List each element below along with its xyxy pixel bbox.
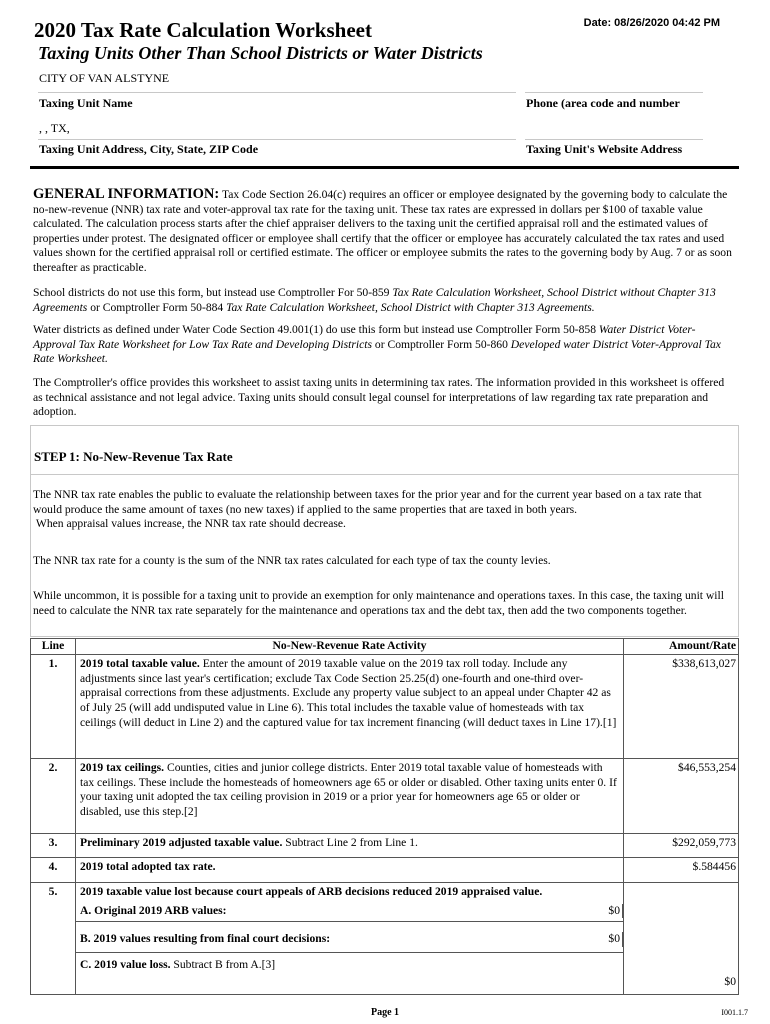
column-header-activity: No-New-Revenue Rate Activity: [76, 639, 624, 655]
page-subtitle: Taxing Units Other Than School Districts or Water Districts: [38, 43, 483, 63]
taxing-unit-name-label: Taxing Unit Name: [39, 96, 133, 110]
sub-line-a-label: A. Original 2019 ARB values:: [80, 903, 227, 917]
text: or Comptroller Form 50-860: [372, 337, 511, 351]
line-activity: [76, 834, 624, 858]
line-number: 2.: [31, 759, 76, 834]
line-activity: [76, 655, 624, 759]
form-title: Developed water District Voter-Approval Tax Rate Worksheet.: [33, 337, 721, 365]
divider: [38, 139, 516, 140]
line-number: 3.: [31, 834, 76, 858]
address-label: Taxing Unit Address, City, State, ZIP Code: [39, 142, 259, 156]
table-row: [31, 759, 739, 834]
line-amount[interactable]: $0: [624, 883, 739, 995]
taxing-unit-name-value[interactable]: CITY OF VAN ALSTYNE: [39, 71, 170, 85]
text: When appraisal values increase, the NNR tax rate should decrease.: [35, 517, 346, 530]
general-info-heading: GENERAL INFORMATION:: [33, 186, 220, 202]
sub-line-c: [80, 958, 623, 973]
form-code: I001.1.7: [721, 1008, 748, 1017]
divider: [525, 92, 703, 93]
table-row: [31, 858, 739, 883]
sub-line-c-title: C. 2019 value loss.: [80, 958, 171, 972]
line-title: 2019 total adopted tax rate.: [80, 860, 216, 873]
line-text: Counties, cities and junior college districts. Enter 2019 total taxable value of homesteads with tax ceilings. These include the homesteads of homeowners age 65 or older or disabled. Other taxing units enter 0. If your taxing unit adopted the tax ceiling provision in 2019 or a prior year for homeowners age 65 or older or disabled, use this step.[2]: [80, 761, 617, 819]
website-label: Taxing Unit's Website Address: [526, 142, 683, 156]
line-amount[interactable]: $.584456: [624, 858, 739, 883]
column-header-amount: Amount/Rate: [624, 639, 739, 655]
line-activity: [76, 883, 624, 995]
line-number: 1.: [31, 655, 76, 759]
sub-line-b: [76, 932, 623, 953]
general-info-text: Tax Code Section 26.04(c) requires an officer or employee designated by the governing body to calculate the no-new-revenue (NNR) tax rate and voter-approval tax rate for the taxing unit. These tax rates are expressed in dollars per $100 of taxable value calculated. The calculation process starts after the chief appraiser delivers to the taxing unit the certified appraisal roll and the estimated values of properties under protest. The designated officer or employee shall certify that the officer or employee has accurately calculated the tax rates and used values shown for the certified appraisal roll or certified estimate. The officer or employee submits the rates to the governing body by Aug. 7 or as soon thereafter as practicable.: [33, 188, 732, 274]
sub-line-c-text: Subtract B from A.[3]: [170, 958, 276, 972]
form-title: Tax Rate Calculation Worksheet, School District without Chapter 313 Agreements: [33, 286, 716, 314]
general-info-paragraph: [33, 187, 733, 275]
sub-line-b-value[interactable]: $0: [563, 932, 623, 947]
line-title: Preliminary 2019 adjusted taxable value.: [80, 836, 283, 849]
table-header-row: [31, 639, 739, 655]
line-text: Subtract Line 2 from Line 1.: [282, 836, 418, 849]
text: The NNR tax rate enables the public to evaluate the relationship between taxes for the prior year and for the current year based on a tax rate that would produce the same amount of taxes (no new taxes) if applied to the same properties that are taxed in both years.: [33, 488, 702, 516]
sub-line-a: [76, 904, 623, 923]
text: Water districts as defined under Water Code Section 49.001(1) do use this form but instead use Comptroller Form 50-858: [33, 323, 599, 336]
school-districts-paragraph: [33, 286, 733, 315]
header-divider: [30, 166, 739, 169]
step1-paragraph: [33, 488, 733, 532]
divider: [38, 92, 516, 93]
divider: [30, 474, 739, 475]
table-row: [31, 655, 739, 759]
line-title: 2019 tax ceilings.: [80, 761, 165, 774]
column-header-line: Line: [31, 639, 76, 655]
line-title: 2019 total taxable value.: [80, 657, 200, 670]
text: or Comptroller Form 50-884: [87, 300, 227, 314]
sub-line-a-value[interactable]: $0: [563, 904, 623, 919]
address-value[interactable]: , , TX,: [39, 121, 70, 135]
comptroller-paragraph: The Comptroller's office provides this worksheet to assist taxing units in determining tax rates. The information provided in this worksheet is offered as technical assistance and not legal advice. Taxing units should consult legal counsel for interpretations of law regarding tax rate preparation and adoption.: [33, 376, 725, 418]
water-districts-paragraph: [33, 323, 733, 367]
print-date: Date: 08/26/2020 04:42 PM: [583, 17, 720, 29]
table-row: [31, 883, 739, 995]
step1-county-paragraph: The NNR tax rate for a county is the sum of the NNR tax rates calculated for each type of tax the county levies.: [33, 554, 551, 567]
line-activity: [76, 759, 624, 834]
form-title: Water District Voter-Approval Tax Rate Worksheet for Low Tax Rate and Developing Districts: [33, 323, 696, 351]
text: School districts do not use this form, but instead use Comptroller For 50-859: [33, 286, 393, 299]
table-row: [31, 834, 739, 858]
page-number: Page 1: [370, 1007, 400, 1018]
line-amount[interactable]: $338,613,027: [624, 655, 739, 759]
sub-line-b-label: B. 2019 values resulting from final court decisions:: [80, 932, 331, 946]
divider: [525, 139, 703, 140]
page-title: 2020 Tax Rate Calculation Worksheet: [34, 18, 372, 42]
line-number: 4.: [31, 858, 76, 883]
phone-label: Phone (area code and number: [526, 96, 680, 110]
line-amount[interactable]: $46,553,254: [624, 759, 739, 834]
nnr-rate-table: [30, 638, 739, 995]
line-activity: [76, 858, 624, 883]
line-number: 5.: [31, 883, 76, 995]
form-title: Tax Rate Calculation Worksheet, School District with Chapter 313 Agreements.: [226, 300, 595, 314]
line-amount[interactable]: $292,059,773: [624, 834, 739, 858]
step1-exemption-paragraph: While uncommon, it is possible for a taxing unit to provide an exemption for only maintenance and operations taxes. In this case, the taxing unit will need to calculate the NNR tax rate separately for the maintenance and operations tax and the debt tax, then add the two components together.: [33, 589, 724, 617]
step1-heading: STEP 1: No-New-Revenue Tax Rate: [34, 449, 233, 464]
line-text: Enter the amount of 2019 taxable value on the 2019 tax roll today. Include any adjustments since last year's certification; exclude Tax Code Section 25.25(d) one-fourth and one-third over-appraisal corrections from these adjustments. Exclude any property value subject to an appeal under Chapter 42 as of July 25 (will add undisputed value in Line 6). This total includes the taxable value of homesteads with tax ceilings (will deduct in Line 2) and the captured value for tax increment financing (will deduct taxes in Line 17).[1]: [80, 657, 617, 729]
line-title: 2019 taxable value lost because court appeals of ARB decisions reduced 2019 appraised value.: [80, 885, 543, 898]
